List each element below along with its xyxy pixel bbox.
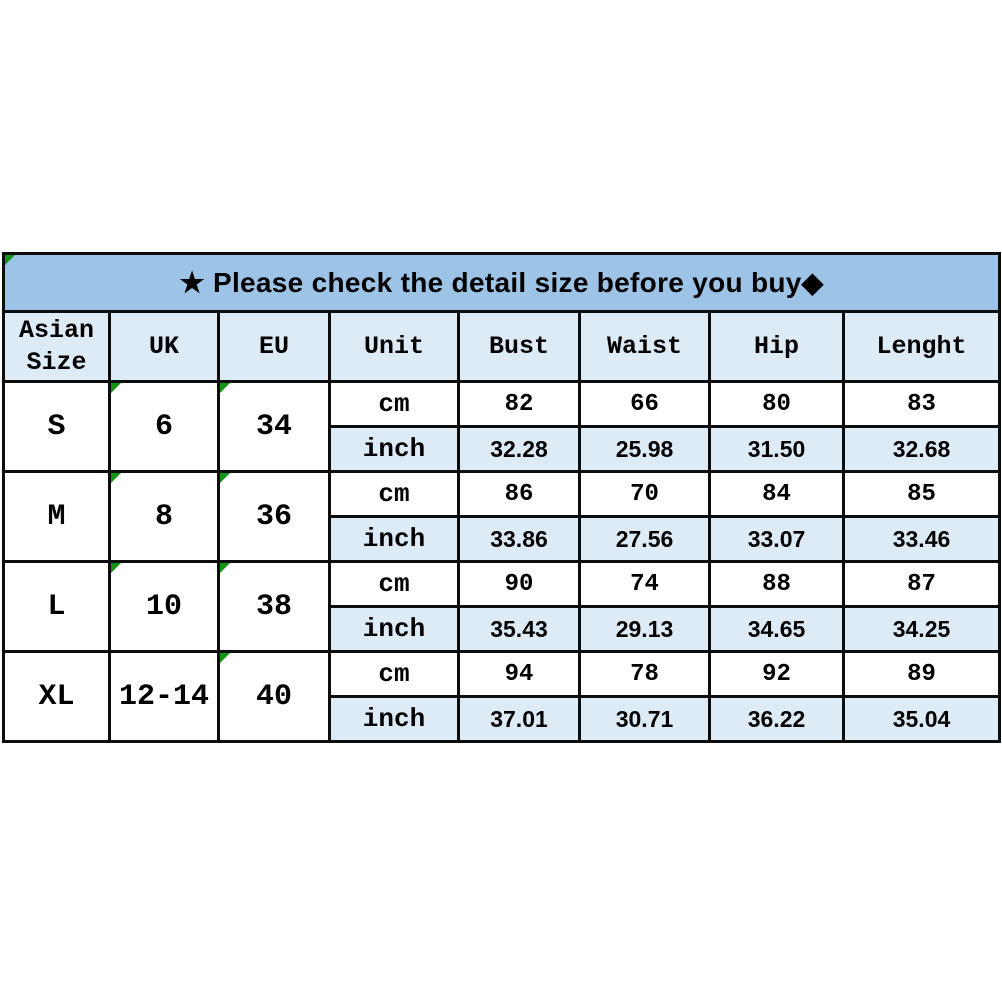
cell-corner-flag-icon <box>220 653 230 663</box>
table-row-m-cm <box>4 472 1000 517</box>
unit-label-cm: cm <box>330 652 459 697</box>
col-header-hip: Hip <box>710 312 844 382</box>
bust-inch-l: 35.43 <box>459 607 580 652</box>
cell-corner-flag-icon <box>111 473 121 483</box>
uk-cell-xl <box>110 652 219 742</box>
length-inch-s: 32.68 <box>844 427 1000 472</box>
col-header-uk: UK <box>110 312 219 382</box>
bust-inch-xl: 37.01 <box>459 697 580 742</box>
uk-value: 6 <box>154 409 173 444</box>
col-header-eu: EU <box>219 312 330 382</box>
unit-label-inch: inch <box>330 517 459 562</box>
eu-cell-m <box>219 472 330 562</box>
length-inch-xl: 35.04 <box>844 697 1000 742</box>
waist-cm-s: 66 <box>580 382 710 427</box>
bust-cm-l: 90 <box>459 562 580 607</box>
unit-label-cm: cm <box>330 562 459 607</box>
cell-corner-flag-icon <box>111 563 121 573</box>
waist-cm-l: 74 <box>580 562 710 607</box>
header-row <box>4 312 1000 382</box>
col-header-lenght: Lenght <box>844 312 1000 382</box>
bust-inch-m: 33.86 <box>459 517 580 562</box>
uk-cell-l <box>110 562 219 652</box>
banner-row <box>4 254 1000 312</box>
banner-title <box>4 254 1000 312</box>
waist-cm-xl: 78 <box>580 652 710 697</box>
waist-cm-m: 70 <box>580 472 710 517</box>
length-cm-xl: 89 <box>844 652 1000 697</box>
unit-label-cm: cm <box>330 382 459 427</box>
cell-corner-flag-icon <box>111 383 121 393</box>
uk-cell-s <box>110 382 219 472</box>
unit-label-cm: cm <box>330 472 459 517</box>
cell-corner-flag-icon <box>5 255 15 265</box>
bust-cm-xl: 94 <box>459 652 580 697</box>
hip-inch-m: 33.07 <box>710 517 844 562</box>
unit-label-inch: inch <box>330 607 459 652</box>
hip-cm-l: 88 <box>710 562 844 607</box>
waist-inch-s: 25.98 <box>580 427 710 472</box>
eu-cell-l <box>219 562 330 652</box>
hip-inch-l: 34.65 <box>710 607 844 652</box>
cell-corner-flag-icon <box>220 563 230 573</box>
size-chart-table <box>2 252 1001 743</box>
uk-cell-m <box>110 472 219 562</box>
uk-value: 10 <box>145 589 182 624</box>
table-row-xl-cm <box>4 652 1000 697</box>
length-cm-l: 87 <box>844 562 1000 607</box>
waist-inch-xl: 30.71 <box>580 697 710 742</box>
col-header-bust: Bust <box>459 312 580 382</box>
bust-cm-m: 86 <box>459 472 580 517</box>
hip-inch-s: 31.50 <box>710 427 844 472</box>
length-inch-l: 34.25 <box>844 607 1000 652</box>
table-row-s-cm <box>4 382 1000 427</box>
cell-corner-flag-icon <box>220 473 230 483</box>
col-header-unit: Unit <box>330 312 459 382</box>
size-cell-l: L <box>4 562 110 652</box>
waist-inch-m: 27.56 <box>580 517 710 562</box>
unit-label-inch: inch <box>330 697 459 742</box>
size-cell-s: S <box>4 382 110 472</box>
waist-inch-l: 29.13 <box>580 607 710 652</box>
eu-value: 38 <box>255 589 292 624</box>
hip-cm-m: 84 <box>710 472 844 517</box>
size-cell-xl: XL <box>4 652 110 742</box>
table-row-l-cm <box>4 562 1000 607</box>
bust-inch-s: 32.28 <box>459 427 580 472</box>
col-header-asian-size: Asian Size <box>4 312 110 382</box>
eu-cell-xl <box>219 652 330 742</box>
col-header-waist: Waist <box>580 312 710 382</box>
eu-cell-s <box>219 382 330 472</box>
length-cm-s: 83 <box>844 382 1000 427</box>
unit-label-inch: inch <box>330 427 459 472</box>
hip-cm-xl: 92 <box>710 652 844 697</box>
eu-value: 36 <box>255 499 292 534</box>
uk-value: 12-14 <box>118 679 209 714</box>
bust-cm-s: 82 <box>459 382 580 427</box>
eu-value: 34 <box>255 409 292 444</box>
eu-value: 40 <box>255 679 292 714</box>
cell-corner-flag-icon <box>220 383 230 393</box>
hip-cm-s: 80 <box>710 382 844 427</box>
size-cell-m: M <box>4 472 110 562</box>
hip-inch-xl: 36.22 <box>710 697 844 742</box>
length-inch-m: 33.46 <box>844 517 1000 562</box>
uk-value: 8 <box>154 499 173 534</box>
banner-text: ★ Please check the detail size before you buy◆ <box>179 267 824 298</box>
length-cm-m: 85 <box>844 472 1000 517</box>
